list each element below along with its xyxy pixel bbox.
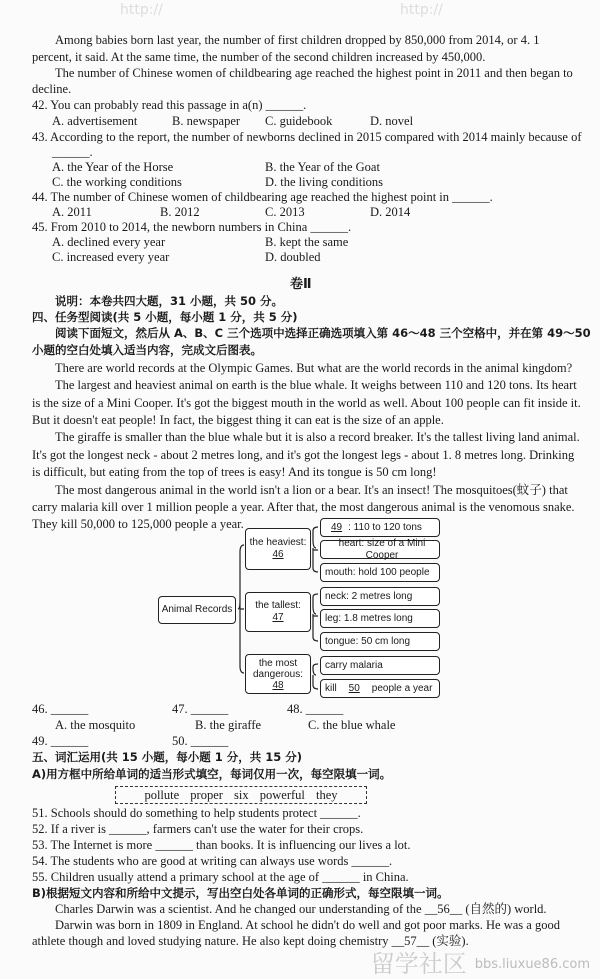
leaf-label: mouth: hold 100 people <box>325 566 430 578</box>
text-line: But it doesn't eat people! In fact, the biggest thing it can eat is the size of an apple. <box>32 413 444 427</box>
note: 说明：本卷共四大题，31 小题，共 50 分。 <box>55 294 284 308</box>
question-53: 53. The Internet is more ______ than books. It is influencing our lives a lot. <box>32 838 411 852</box>
option: B. newspaper <box>172 114 241 128</box>
section-heading: 四、任务型阅读(共 5 小题，每小题 1 分，共 5 分) <box>32 310 298 324</box>
text-line: Darwin was born in 1809 in England. At school he didn't do well and got poor marks. He was a good <box>55 918 560 932</box>
leaf <box>320 563 440 582</box>
node-label: the most <box>258 657 298 669</box>
diagram-node-heaviest <box>245 528 311 570</box>
leaf <box>320 537 440 561</box>
leaf-label: carry malaria <box>325 659 383 671</box>
leaf-label: kill <box>325 682 337 694</box>
leaf-label: : 110 to 120 tons <box>348 521 422 533</box>
blank-47: 47 <box>272 612 284 623</box>
question-43: 43. According to the report, the number of newborns declined in 2015 compared with 2014 mainly because of <box>32 130 582 144</box>
leaf <box>320 587 440 606</box>
text-line: The number of Chinese women of childbearing age reached the highest point in 2011 and then began to <box>55 66 573 80</box>
option: A. 2011 <box>52 205 92 219</box>
root-label: Animal Records <box>161 604 233 615</box>
question-52: 52. If a river is ______, farmers can't use the water for their crops. <box>32 822 364 836</box>
node-label: the heaviest: <box>249 537 307 548</box>
logo-text: 留学社区 <box>370 950 467 978</box>
option: C. 2013 <box>265 205 305 219</box>
blank-48: 48 <box>272 679 284 691</box>
answer-46: 46. ______ <box>32 702 89 716</box>
text-line: The largest and heaviest animal on earth is the blue whale. It weighs between 110 and 120 tons. Its heart <box>55 378 577 392</box>
option: C. the blue whale <box>308 718 396 732</box>
word-box: pollute proper six powerful they <box>115 786 367 804</box>
option: D. novel <box>370 114 414 128</box>
text-line: The giraffe is smaller than the blue whale but it is also a record breaker. It's the tallest living land animal. <box>55 430 580 444</box>
watermark-logo <box>371 951 590 977</box>
answer-47: 47. ______ <box>172 702 229 716</box>
text-line: Among babies born last year, the number of first children dropped by 850,000 from 2014, or 4. 1 <box>55 33 540 47</box>
watermark-url: bbs.liuxue86.com <box>474 956 590 972</box>
text-line: They kill 50,000 to 125,000 people a year. <box>32 517 244 531</box>
leaf-label: people a year <box>371 682 433 694</box>
option: B. 2012 <box>160 205 200 219</box>
text-line: It's got the longest neck - about 2 metres long, and it's got the longest legs - about 1. 8 metres long. Drinking <box>32 448 575 462</box>
instruction: B)根据短文内容和所给中文提示，写出空白处各单词的正确形式，每空限填一词。 <box>32 886 449 900</box>
question-42: 42. You can probably read this passage in a(n) ______. <box>32 98 307 112</box>
leaf <box>320 679 440 698</box>
node-label: dangerous: <box>252 668 304 680</box>
option: A. the Year of the Horse <box>52 160 174 174</box>
section-heading: 五、词汇运用(共 15 小题，每小题 1 分，共 15 分) <box>32 750 303 764</box>
text-line: The most dangerous animal in the world isn't a lion or a bear. It's an insect! The mosquitoes(蚊子) that <box>55 483 568 497</box>
question-54: 54. The students who are good at writing can always use words ______. <box>32 854 393 868</box>
text-line: carry malaria kill over 1 million people a year. After that, the most dangerous animal is the venomous snake. <box>32 500 575 514</box>
question-44: 44. The number of Chinese women of childbearing age reached the highest point in ______. <box>32 190 493 204</box>
leaf <box>320 632 440 651</box>
blank: ______. <box>52 145 93 159</box>
section-title: 卷Ⅱ <box>290 277 312 292</box>
instruction: 小题的空白处填入适当内容，完成文后图表。 <box>32 343 262 357</box>
option: A. the mosquito <box>55 718 136 732</box>
leaf-label: heart: size of a Mini Cooper <box>338 537 426 561</box>
diagram-node-tallest <box>245 592 311 632</box>
instruction: 阅读下面短文，然后从 A、B、C 三个选项中选择正确选项填入第 46～48 三个空格中，并在第 49～50 <box>55 326 591 340</box>
leaf <box>320 609 440 628</box>
text-line: decline. <box>32 82 72 96</box>
option: B. kept the same <box>265 235 349 249</box>
leaf <box>320 656 440 675</box>
text-line: is difficult, but eating from the top of trees is easy! And its tongue is 50 cm long! <box>32 465 437 479</box>
option: A. declined every year <box>52 235 166 249</box>
option: B. the giraffe <box>195 718 262 732</box>
instruction: A)用方框中所给单词的适当形式填空，每词仅用一次，每空限填一词。 <box>32 767 392 781</box>
text-line: percent, it said. At the same time, the number of the second children increased by 450,000. <box>32 50 486 64</box>
blank-49: 49 <box>331 521 343 533</box>
option: C. guidebook <box>265 114 333 128</box>
diagram-node-dangerous <box>245 654 311 694</box>
leaf <box>320 518 440 537</box>
answer-49: 49. ______ <box>32 734 89 748</box>
diagram-root <box>158 596 236 624</box>
leaf-label: leg: 1.8 metres long <box>325 612 413 624</box>
option: D. the living conditions <box>265 175 384 189</box>
option: C. the working conditions <box>52 175 182 189</box>
leaf-label: neck: 2 metres long <box>325 590 413 602</box>
text-line: Charles Darwin was a scientist. And he changed our understanding of the __56__ (自然的) world. <box>55 902 547 916</box>
watermark: http:// <box>400 2 443 18</box>
question-55: 55. Children usually attend a primary school at the age of ______ in China. <box>32 870 409 884</box>
text-line: athlete though and loved studying nature. He also kept doing chemistry __57__ (实验). <box>32 934 469 948</box>
leaf-label: tongue: 50 cm long <box>325 635 411 647</box>
option: D. doubled <box>265 250 321 264</box>
text-line: There are world records at the Olympic Games. But what are the world records in the animal kingdom? <box>55 361 573 375</box>
answer-48: 48. ______ <box>287 702 344 716</box>
option: B. the Year of the Goat <box>265 160 380 174</box>
option: D. 2014 <box>370 205 411 219</box>
blank-50: 50 <box>348 682 360 694</box>
answer-50: 50. ______ <box>172 734 229 748</box>
blank-46: 46 <box>272 549 284 560</box>
node-label: the tallest: <box>255 600 301 611</box>
option: C. increased every year <box>52 250 170 264</box>
question-45: 45. From 2010 to 2014, the newborn numbers in China ______. <box>32 220 352 234</box>
watermark: http:// <box>120 2 163 18</box>
text-line: is the size of a Mini Cooper. It's got the biggest mouth in the world as well. About 100 people can fit inside it. <box>32 396 581 410</box>
option: A. advertisement <box>52 114 138 128</box>
question-51: 51. Schools should do something to help students protect ______. <box>32 806 361 820</box>
